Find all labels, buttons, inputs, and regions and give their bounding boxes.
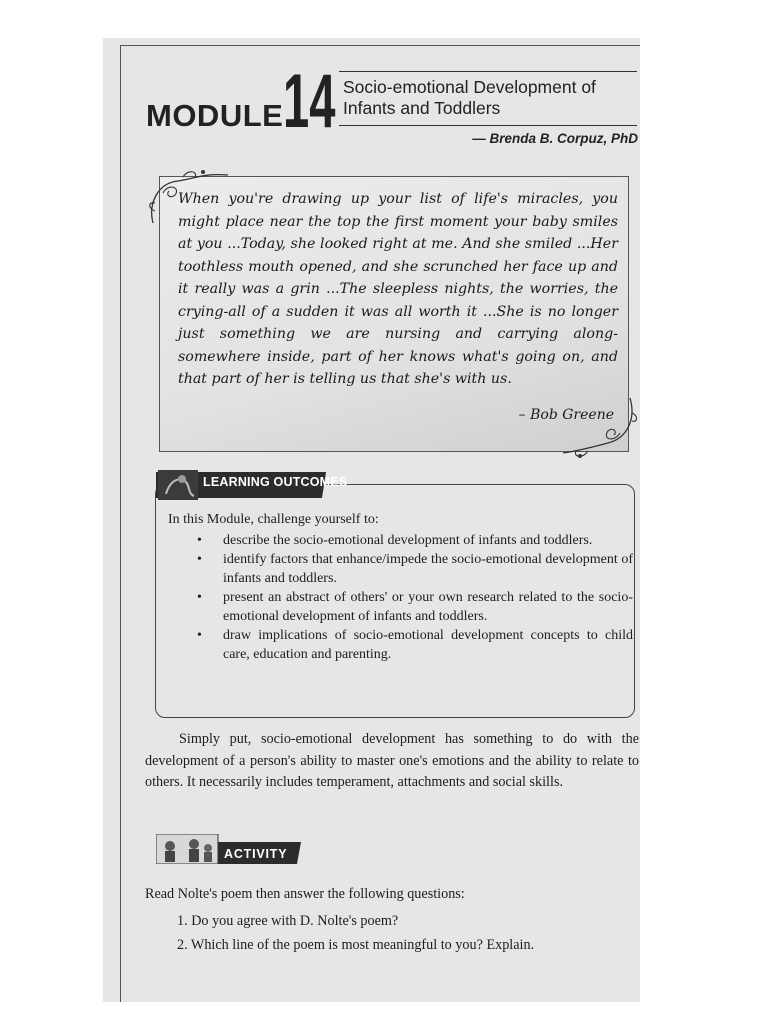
activity-intro: Read Nolte's poem then answer the following questions: <box>145 886 465 902</box>
bullet: • <box>197 552 202 567</box>
learning-outcomes-list <box>189 531 633 664</box>
module-title-line1: Socio-emotional Development of <box>343 77 596 97</box>
quote-source: – Bob Greene <box>518 407 614 423</box>
flourish-bottom-right-icon <box>558 393 640 463</box>
activity-label: ACTIVITY <box>224 847 288 861</box>
module-label: MODULE <box>146 98 284 133</box>
body-paragraph: Simply put, socio-emotional development has something to do with the development of a person's ability to master one's emotions and the ability to relate to others. It necessarily includes temperament, attachments and social skills. <box>145 731 639 790</box>
list-item <box>189 588 633 626</box>
bullet: • <box>197 590 202 605</box>
title-rule-bottom <box>339 125 637 126</box>
list-item <box>189 550 633 588</box>
bullet: • <box>197 628 202 643</box>
page-frame-left <box>120 45 121 1002</box>
learning-outcomes-label: LEARNING OUTCOMES <box>203 475 348 489</box>
list-item-text: describe the socio-emotional development of infants and toddlers. <box>223 533 593 548</box>
activity-question-1: 1. Do you agree with D. Nolte's poem? <box>177 913 399 929</box>
list-item <box>189 626 633 664</box>
list-item <box>189 531 633 550</box>
book-page <box>103 38 640 1002</box>
list-item-text: identify factors that enhance/impede the socio-emotional development of infants and toddlers. <box>223 552 633 586</box>
list-item-text: present an abstract of others' or your own research related to the socio-emotional development of infants and toddlers. <box>223 590 633 624</box>
title-rule-top <box>339 71 637 72</box>
module-title <box>343 77 633 119</box>
learning-outcomes-intro: In this Module, challenge yourself to: <box>168 512 379 527</box>
list-item-text: draw implications of socio-emotional development concepts to child care, education and parenting. <box>223 628 633 662</box>
module-title-line2: Infants and Toddlers <box>343 98 501 118</box>
module-number: 14 <box>283 59 336 144</box>
quote-text: When you're drawing up your list of life's miracles, you might place near the top the first moment your baby smiles at you ...Today, she looked right at me. And she smiled ...Her toothless mouth opened, and she scrunched her face up and it really was a grin ...The sleepless nights, the worries, the crying-all of a sudden it was all worth it ...She is no longer just something we are nursing and carrying along-somewhere inside, part of her knows what's going on, and that part of her is telling us that she's with us. <box>178 191 618 387</box>
page-frame-top <box>120 45 640 46</box>
bullet: • <box>197 533 202 548</box>
activity-question-2: 2. Which line of the poem is most meaningful to you? Explain. <box>177 937 535 953</box>
module-author: — Brenda B. Corpuz, PhD <box>472 131 638 146</box>
